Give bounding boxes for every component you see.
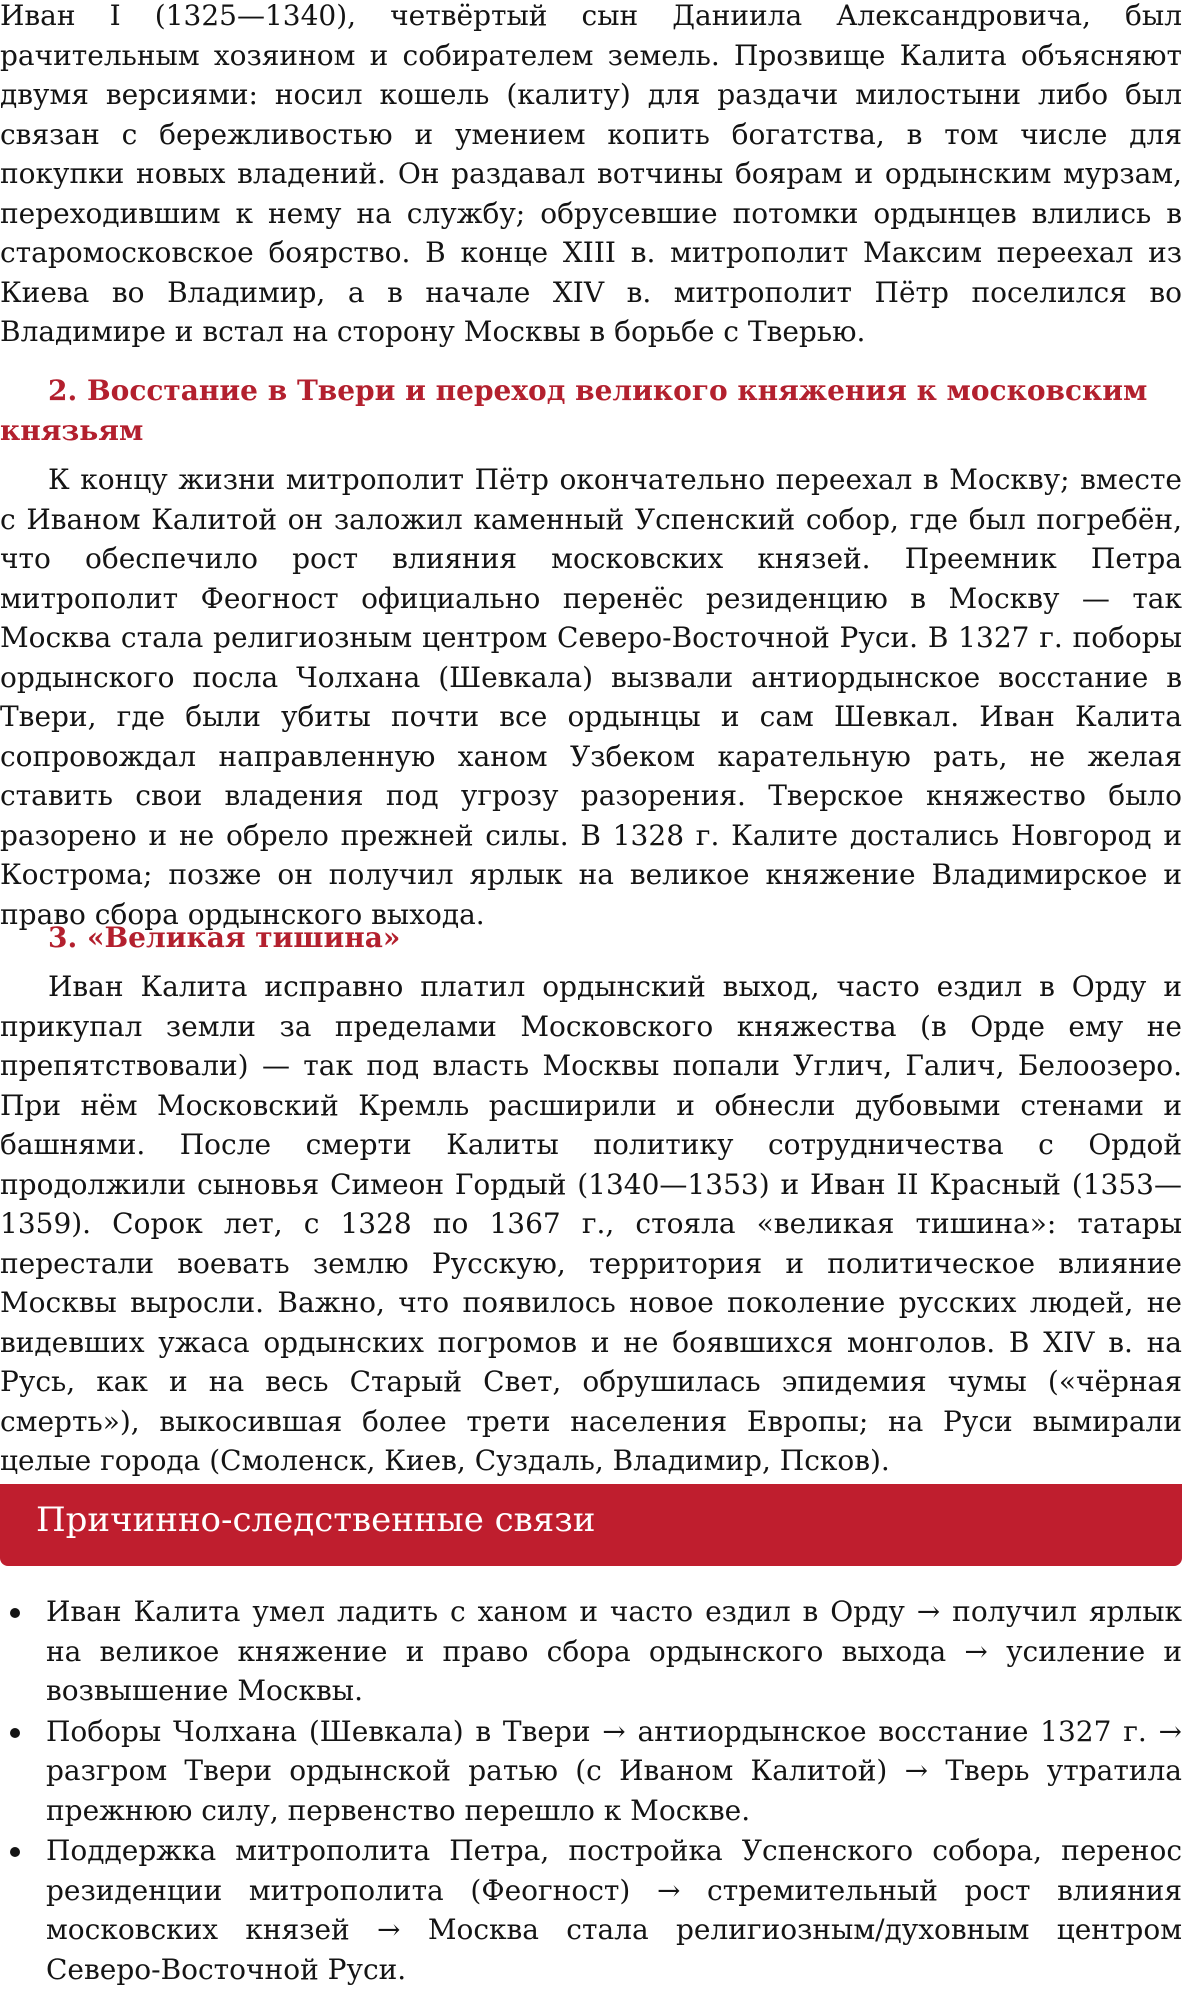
bullet-icon	[10, 1608, 20, 1618]
section-2-title: Восстание в Твери и переход великого княжения к московским князьям	[0, 374, 1148, 447]
section-3-number: 3.	[48, 921, 78, 954]
list-item	[0, 1712, 1182, 1831]
list-item-text: Иван Калита умел ладить с ханом и часто ездил в Орду → получил ярлык на великое княжение и право сбора ордынского выхода → усиление и возвышение Москвы.	[46, 1595, 1182, 1707]
section-2-number: 2.	[48, 374, 78, 407]
intro-paragraph: Иван I (1325—1340), четвёртый сын Даниила Александровича, был рачительным хозяином и собирателем земель. Прозвище Калита объясняют двумя версиями: носил кошель (калиту) для раздачи милостыни либо был связан с бережливостью и умением копить богатства, в том числе для покупки новых владений. Он раздавал вотчины боярам и ордынским мурзам, переходившим к нему на службу; обрусевшие потомки ордынцев влились в старомосковское боярство. В конце XIII в. митрополит Максим переехал из Киева во Владимир, а в начале XIV в. митрополит Пётр поселился во Владимире и встал на сторону Москвы в борьбе с Тверью.	[0, 0, 1182, 348]
section-3-title: «Великая тишина»	[86, 921, 401, 954]
section-3-heading	[0, 918, 1182, 958]
causal-links-list	[0, 1592, 1182, 1990]
list-item-text: Поддержка митрополита Петра, постройка Успенского собора, перенос резиденции митрополита (Феогност) → стремительный рост влияния московских князей → Москва стала религиозным/духовным центром Северо-Восточной Руси.	[46, 1834, 1182, 1986]
bullet-icon	[10, 1847, 20, 1857]
bullet-icon	[10, 1728, 20, 1738]
causal-links-banner	[0, 1484, 1182, 1566]
section-2-heading	[0, 371, 1182, 450]
section-3-paragraph: Иван Калита исправно платил ордынский выход, часто ездил в Орду и прикупал земли за пределами Московского княжества (в Орде ему не препятствовали) — так под власть Москвы попали Углич, Галич, Белоозеро. При нём Московский Кремль расширили и обнесли дубовыми стенами и башнями. После смерти Калиты политику сотрудничества с Ордой продолжили сыновья Симеон Гордый (1340—1353) и Иван II Красный (1353—1359). Сорок лет, с 1328 по 1367 г., стояла «великая тишина»: татары перестали воевать землю Русскую, территория и политическое влияние Москвы выросли. Важно, что появилось новое поколение русских людей, не видевших ужаса ордынских погромов и не боявшихся монголов. В XIV в. на Русь, как и на весь Старый Свет, обрушилась эпидемия чумы («чёрная смерть»), выкосившая более трети населения Европы; на Руси вымирали целые города (Смоленск, Киев, Суздаль, Владимир, Псков).	[0, 970, 1182, 1477]
list-item	[0, 1831, 1182, 1989]
list-item-text: Поборы Чолхана (Шевкала) в Твери → антиордынское восстание 1327 г. → разгром Твери ордынской ратью (с Иваном Калитой) → Тверь утратила прежнюю силу, первенство перешло к Москве.	[46, 1714, 1182, 1827]
list-item	[0, 1592, 1182, 1711]
causal-links-title: Причинно-следственные связи	[36, 1500, 596, 1540]
section-2-paragraph: К концу жизни митрополит Пётр окончательно переехал в Москву; вместе с Иваном Калитой он заложил каменный Успенский собор, где был погребён, что обеспечило рост влияния московских князей. Преемник Петра митрополит Феогност официально перенёс резиденцию в Москву — так Москва стала религиозным центром Северо-Восточной Руси. В 1327 г. поборы ордынского посла Чолхана (Шевкала) вызвали антиордынское восстание в Твери, где были убиты почти все ордынцы и сам Шевкал. Иван Калита сопровождал направленную ханом Узбеком карательную рать, не желая ставить свои владения под угрозу разорения. Тверское княжество было разорено и не обрело прежней силы. В 1328 г. Калите достались Новгород и Кострома; позже он получил ярлык на великое княжение Владимирское и право сбора ордынского выхода.	[0, 463, 1182, 931]
